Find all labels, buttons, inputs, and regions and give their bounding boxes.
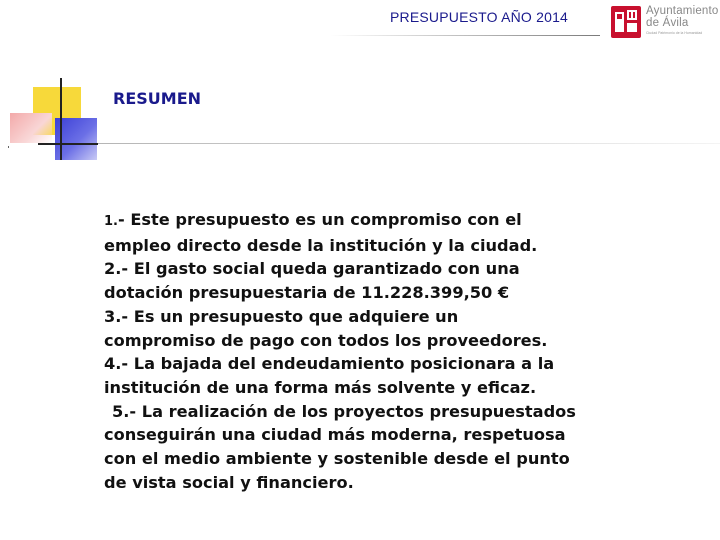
summary-line: compromiso de pago con todos los proveedores. [104,330,548,350]
summary-text [104,208,704,494]
decorative-vertical-line [60,78,62,160]
document-header-title: PRESUPUESTO AÑO 2014 [390,9,569,25]
summary-line: empleo directo desde la institución y la ciudad. [104,235,538,255]
section-title: RESUMEN [113,89,202,108]
city-crest-icon [611,6,641,38]
title-underline-rule [98,143,720,144]
summary-line: 5.- La realización de los proyectos presupuestados [112,401,576,421]
summary-line [104,208,704,234]
summary-line: institución de una forma más solvente y eficaz. [104,377,537,397]
summary-line: dotación presupuestaria de 11.228.399,50 € [104,283,510,303]
item-number: 1. [104,214,118,229]
logo-line2: de Ávila [646,17,689,29]
decorative-dot [8,146,9,148]
decorative-horizontal-line [38,143,98,145]
summary-line-text: - Este presupuesto es un compromiso con el [117,210,522,229]
logo-tagline: Ciudad Patrimonio de la Humanidad [646,31,703,35]
summary-line: conseguirán una ciudad más moderna, respetuosa [104,425,566,445]
summary-line: 3.- Es un presupuesto que adquiere un [104,306,459,326]
header-divider [330,35,600,36]
logo-line1: Ayuntamiento [646,5,719,17]
summary-line: 2.- El gasto social queda garantizado con una [104,259,520,279]
ayuntamiento-logo [608,4,718,40]
summary-line: de vista social y financiero. [104,472,354,492]
decorative-red-square [10,113,52,143]
summary-line: 4.- La bajada del endeudamiento posicionara a la [104,354,555,374]
summary-line: con el medio ambiente y sostenible desde el punto [104,449,570,469]
